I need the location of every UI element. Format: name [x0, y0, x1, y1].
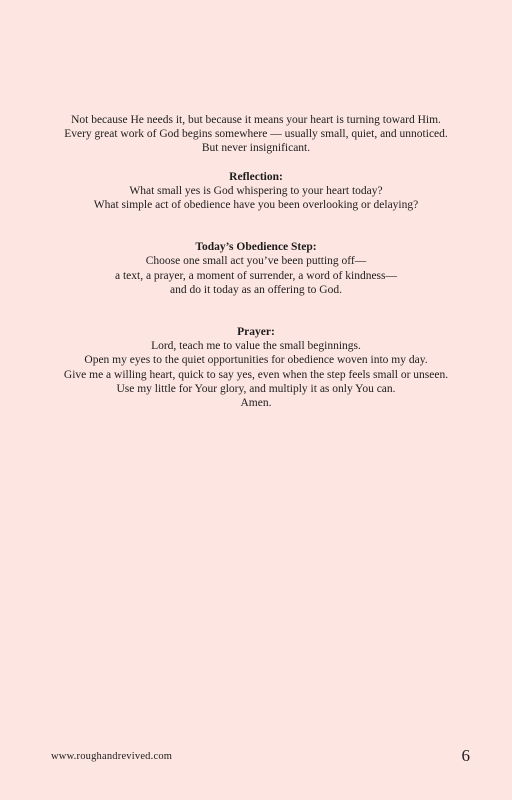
intro-line: Every great work of God begins somewhere — usually small, quiet, and unnoticed. [64, 128, 448, 141]
reflection-section [0, 170, 512, 213]
prayer-line: Open my eyes to the quiet opportunities for obedience woven into my day. [84, 354, 428, 367]
reflection-line: What small yes is God whispering to your heart today? [129, 184, 383, 197]
page-number: 6 [461, 746, 470, 765]
obedience-step-section [0, 240, 512, 297]
intro-line: But never insignificant. [201, 142, 311, 155]
footer-website-url: www.roughandrevived.com [51, 751, 173, 762]
obedience-step-line: a text, a prayer, a moment of surrender, a word of kindness— [114, 269, 397, 282]
reflection-heading: Reflection: [229, 170, 283, 183]
page-body [0, 113, 512, 410]
prayer-section [0, 325, 512, 410]
obedience-step-line: Choose one small act you’ve been putting off— [145, 255, 367, 268]
intro-paragraph [0, 113, 512, 156]
intro-line: Not because He needs it, but because it means your heart is turning toward Him. [71, 114, 441, 126]
prayer-heading: Prayer: [237, 326, 275, 339]
obedience-step-heading: Today’s Obedience Step: [195, 241, 317, 254]
obedience-step-line: and do it today as an offering to God. [170, 283, 342, 296]
prayer-line: Amen. [240, 397, 272, 410]
prayer-line: Use my little for Your glory, and multiply it as only You can. [116, 382, 396, 395]
prayer-line: Give me a willing heart, quick to say yes, even when the step feels small or unseen. [63, 368, 449, 381]
reflection-line: What simple act of obedience have you been overlooking or delaying? [93, 199, 419, 212]
prayer-line: Lord, teach me to value the small beginnings. [151, 340, 361, 353]
